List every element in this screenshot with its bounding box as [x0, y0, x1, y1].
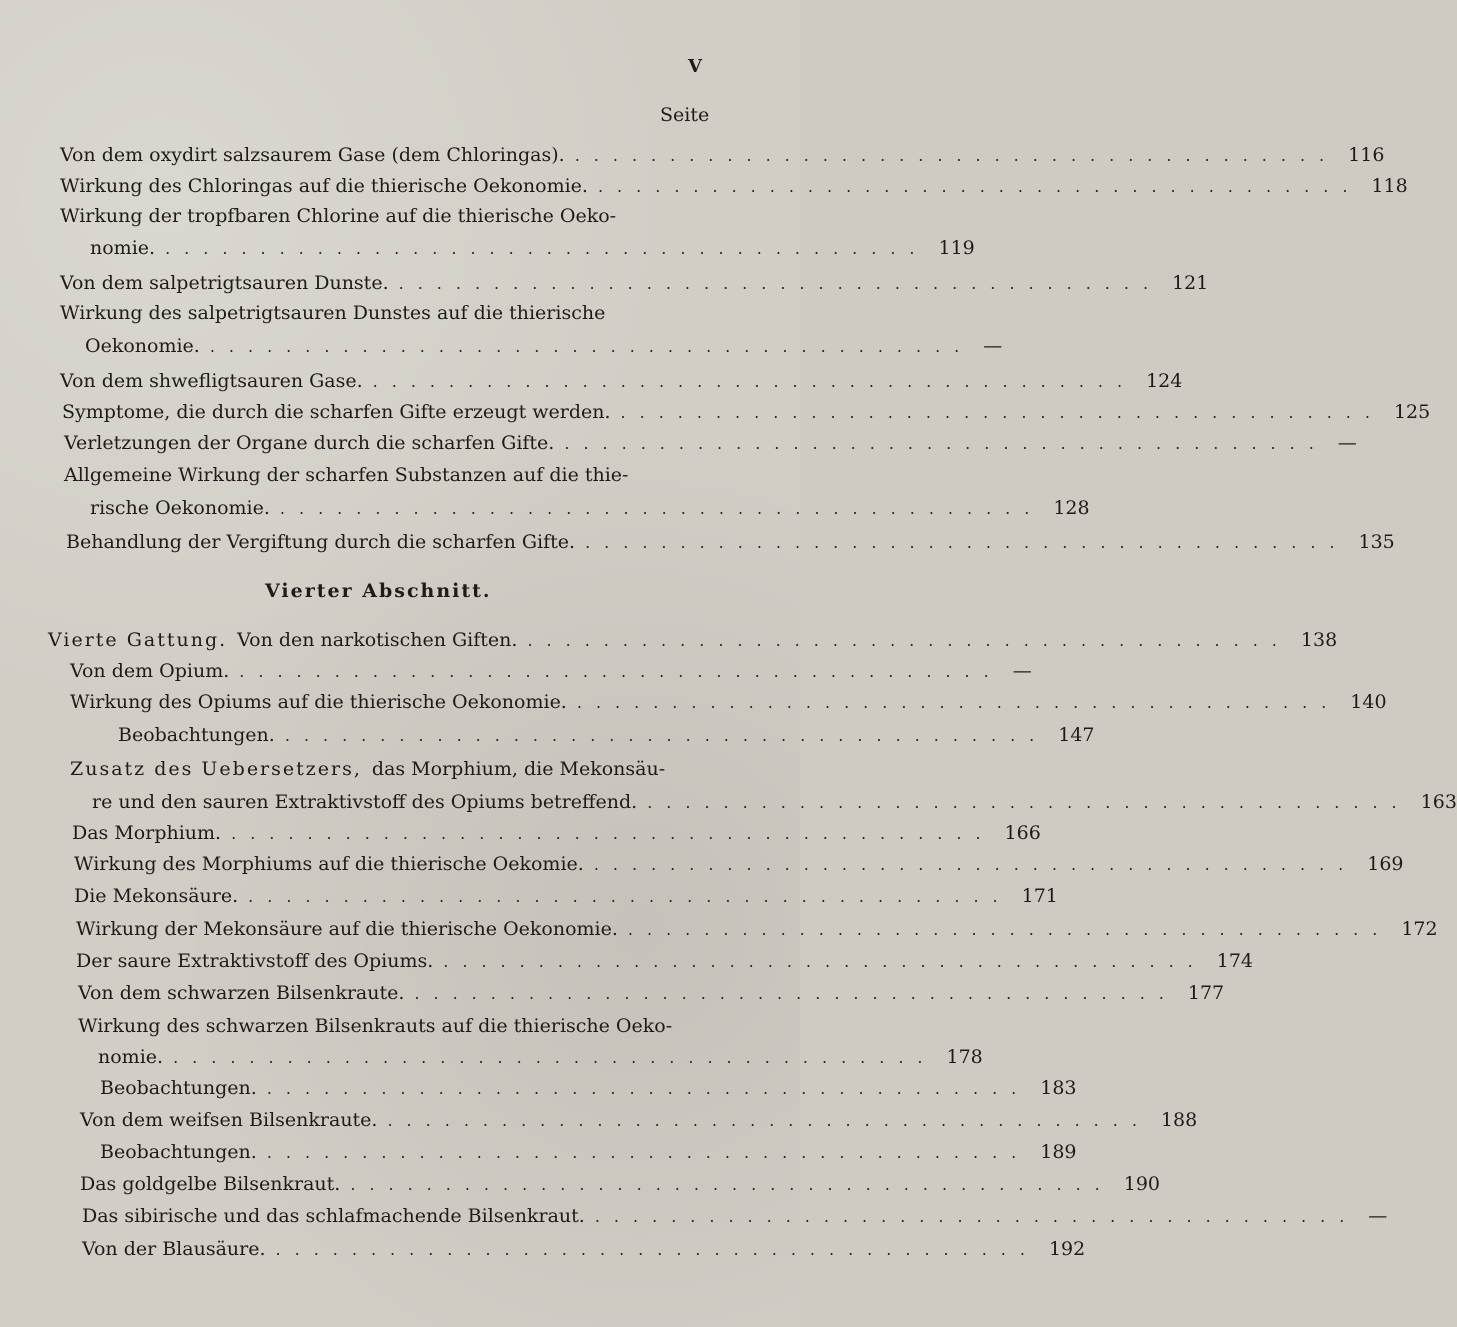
dot-leader: ........................................ — [593, 855, 1358, 874]
toc-entry-title: Von dem oxydirt salzsaurem Gase (dem Chloringas). — [60, 144, 565, 166]
toc-entry — [74, 849, 1404, 879]
toc-entry-title — [70, 754, 665, 784]
dot-leader: ........................................ — [231, 824, 995, 843]
toc-entry — [92, 787, 1457, 817]
toc-entry-title: Von dem weifsen Bilsenkraute. — [80, 1109, 378, 1131]
toc-entry — [90, 233, 975, 263]
toc-entry — [76, 914, 1438, 944]
toc-entry-label: Vierte Gattung. — [48, 629, 228, 651]
toc-entry — [60, 298, 718, 328]
toc-page-number: 178 — [946, 1046, 983, 1068]
toc-entry — [60, 201, 718, 231]
toc-entry-title: Wirkung des Morphiums auf die thierische Oekomie. — [74, 853, 584, 875]
dot-leader: ........................................ — [372, 372, 1137, 391]
dot-leader: ........................................ — [398, 274, 1163, 293]
page-column-label: Seite — [660, 104, 710, 126]
toc-page-number: — — [1012, 660, 1032, 682]
toc-entry — [80, 1169, 1161, 1199]
toc-entry — [78, 1011, 718, 1041]
dot-leader: ........................................ — [284, 726, 1049, 745]
toc-page-number: 147 — [1058, 724, 1095, 746]
dot-leader: ........................................ — [627, 920, 1392, 939]
toc-entry — [70, 656, 1032, 686]
dot-leader: ........................................ — [173, 1048, 937, 1067]
toc-entry-title: Wirkung der tropfbaren Chlorine auf die thierische Oeko- — [60, 205, 617, 227]
toc-entry-title: Beobachtungen. — [100, 1077, 257, 1099]
dot-leader: ........................................ — [414, 984, 1178, 1003]
dot-leader: ........................................ — [266, 1079, 1031, 1098]
toc-page-number: 189 — [1040, 1141, 1077, 1163]
dot-leader: ........................................ — [594, 1207, 1359, 1226]
toc-page-number: 166 — [1004, 822, 1041, 844]
dot-leader: ........................................ — [266, 1143, 1031, 1162]
toc-entry-title: Oekonomie. — [85, 335, 200, 357]
dot-leader: ........................................ — [620, 403, 1384, 422]
toc-entry — [82, 1234, 1086, 1264]
toc-entry — [98, 1042, 983, 1072]
dot-leader: ........................................ — [527, 631, 1291, 650]
toc-page-number: 124 — [1146, 370, 1183, 392]
toc-entry — [80, 1105, 1198, 1135]
toc-entry-text: Von den narkotischen Giften. — [237, 629, 518, 651]
toc-entry — [66, 527, 1395, 557]
toc-entry-title: Behandlung der Vergiftung durch die scharfen Gifte. — [66, 531, 576, 553]
toc-page-number: 172 — [1401, 918, 1438, 940]
dot-leader: ........................................ — [275, 1240, 1039, 1259]
toc-entry-label: Zusatz des Uebersetzers, — [70, 758, 362, 780]
toc-page-number: 128 — [1053, 497, 1090, 519]
toc-page-number: 171 — [1021, 885, 1058, 907]
toc-entry — [60, 366, 1183, 396]
toc-page-number: 119 — [938, 237, 975, 259]
dot-leader: ........................................ — [564, 434, 1328, 453]
dot-leader: ........................................ — [350, 1175, 1114, 1194]
toc-entry-title: nomie. — [98, 1046, 164, 1068]
toc-entry-title: Verletzungen der Organe durch die scharfen Gifte. — [64, 432, 555, 454]
dot-leader: ........................................ — [387, 1111, 1151, 1130]
dot-leader: ........................................ — [443, 952, 1207, 971]
toc-entry-title: Von dem schwarzen Bilsenkraute. — [78, 982, 405, 1004]
toc-entry — [48, 625, 1338, 655]
toc-entry — [60, 171, 1408, 201]
toc-page-number: 192 — [1048, 1238, 1086, 1260]
toc-page-number: 118 — [1371, 175, 1408, 197]
page-number: V — [688, 56, 702, 77]
toc-entry — [78, 978, 1225, 1008]
toc-entry-title: Das goldgelbe Bilsenkraut. — [80, 1173, 341, 1195]
toc-entry-title: Wirkung des Opiums auf die thierische Oekonomie. — [70, 691, 567, 713]
toc-entry — [90, 493, 1090, 523]
toc-entry — [70, 754, 718, 784]
dot-leader: ........................................ — [647, 793, 1411, 812]
toc-entry-title: re und den sauren Extraktivstoff des Opiums betreffend. — [92, 791, 638, 813]
toc-entry-title: Von dem shwefligtsauren Gase. — [60, 370, 363, 392]
toc-entry — [72, 818, 1041, 848]
toc-page-number: 121 — [1172, 272, 1209, 294]
toc-entry-title: Wirkung des salpetrigtsauren Dunstes auf die thierische — [60, 302, 606, 324]
toc-entry-title: Wirkung der Mekonsäure auf die thierische Oekonomie. — [76, 918, 618, 940]
toc-entry — [118, 720, 1095, 750]
toc-entry — [100, 1137, 1077, 1167]
toc-entry — [74, 881, 1058, 911]
section-heading: Vierter Abschnitt. — [265, 580, 492, 602]
toc-page-number: 177 — [1187, 982, 1225, 1004]
dot-leader: ........................................ — [597, 177, 1362, 196]
toc-entry — [100, 1073, 1077, 1103]
toc-page-number: 140 — [1350, 691, 1387, 713]
toc-entry-title: Von dem Opium. — [70, 660, 230, 682]
toc-entry-title: Wirkung des schwarzen Bilsenkrauts auf die thierische Oeko- — [78, 1015, 673, 1037]
toc-entry — [82, 1201, 1388, 1231]
toc-entry-title: Allgemeine Wirkung der scharfen Substanzen auf die thie- — [64, 464, 629, 486]
toc-entry — [85, 331, 1003, 361]
dot-leader: ........................................ — [279, 499, 1044, 518]
toc-entry-title: Das Morphium. — [72, 822, 222, 844]
toc-entry — [76, 946, 1253, 976]
toc-entry-title: Von der Blausäure. — [82, 1238, 266, 1260]
dot-leader: ........................................ — [576, 693, 1341, 712]
toc-page-number: — — [1337, 432, 1357, 454]
toc-entry-title: nomie. — [90, 237, 156, 259]
toc-page-number: 183 — [1040, 1077, 1077, 1099]
toc-page-number: 174 — [1216, 950, 1253, 972]
dot-leader: ........................................ — [248, 887, 1012, 906]
dot-leader: ........................................ — [239, 662, 1003, 681]
toc-entry-title: rische Oekonomie. — [90, 497, 270, 519]
toc-page-number: — — [1368, 1205, 1388, 1227]
toc-entry-title — [48, 625, 517, 655]
toc-entry — [64, 460, 718, 490]
toc-entry-title: Beobachtungen. — [100, 1141, 257, 1163]
toc-page-number: 125 — [1393, 401, 1431, 423]
toc-entry-title: Der saure Extraktivstoff des Opiums. — [76, 950, 434, 972]
toc-page-number: 116 — [1348, 144, 1385, 166]
toc-entry — [60, 268, 1209, 298]
toc-page-number: 163 — [1420, 791, 1457, 813]
toc-entry-text: das Morphium, die Mekonsäu- — [371, 758, 666, 780]
toc-entry — [64, 428, 1357, 458]
toc-page-number: — — [983, 335, 1003, 357]
toc-entry-title: Symptome, die durch die scharfen Gifte erzeugt werden. — [62, 401, 611, 423]
toc-entry-title: Das sibirische und das schlafmachende Bilsenkraut. — [82, 1205, 585, 1227]
toc-entry-title: Von dem salpetrigtsauren Dunste. — [60, 272, 389, 294]
dot-leader: ........................................ — [585, 533, 1349, 552]
toc-entry-title: Wirkung des Chloringas auf die thierische Oekonomie. — [60, 175, 588, 197]
dot-leader: ........................................ — [165, 239, 929, 258]
dot-leader: ........................................ — [574, 146, 1339, 165]
toc-page-number: 169 — [1367, 853, 1404, 875]
dot-leader: ........................................ — [209, 337, 974, 356]
toc-page-number: 138 — [1300, 629, 1338, 651]
toc-page-number: 188 — [1160, 1109, 1198, 1131]
toc-entry — [60, 140, 1385, 170]
toc-page-number: 190 — [1123, 1173, 1161, 1195]
toc-entry — [70, 687, 1387, 717]
toc-entry-title: Die Mekonsäure. — [74, 885, 239, 907]
toc-page-number: 135 — [1358, 531, 1395, 553]
toc-entry-title: Beobachtungen. — [118, 724, 275, 746]
toc-entry — [62, 397, 1431, 427]
